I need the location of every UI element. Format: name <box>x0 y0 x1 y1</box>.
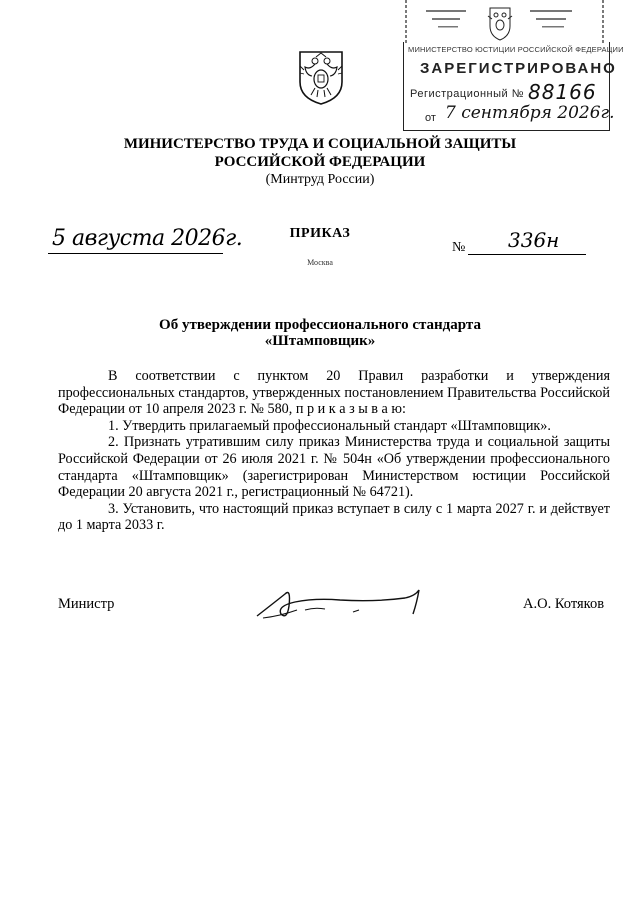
body-paragraph-item-1: 1. Утвердить прилагаемый профессиональный стандарт «Штамповщик». <box>108 417 551 434</box>
stamp-regno-value: 88166 <box>528 80 597 104</box>
order-body <box>58 368 610 534</box>
stamp-date-value: 7 сентября 2026г. <box>445 103 615 123</box>
stamp-seal-icon <box>398 0 610 45</box>
stamp-registered-text: ЗАРЕГИСТРИРОВАНО <box>420 60 617 77</box>
body-paragraph-item-2: 2. Признать утратившим силу приказ Министерства труда и социальной защиты Российской Федерации от 26 июля 2021 г. № 504н «Об утверждении профессионального стандарта «Штамповщик» (зарегистрирован Министерством юстиции Российской Федерации 20 августа 2021 г., регистрационный № 64721). <box>58 434 610 501</box>
number-sign: № <box>452 240 466 255</box>
ministry-name: МИНИСТЕРСТВО ТРУДА И СОЦИАЛЬНОЙ ЗАЩИТЫ <box>123 136 517 152</box>
stamp-date-label: от <box>425 112 436 124</box>
coat-of-arms-emblem <box>296 48 346 106</box>
signatory-title: Министр <box>58 596 115 612</box>
handwritten-signature <box>245 580 435 625</box>
body-paragraph-item-3: 3. Установить, что настоящий приказ вступает в силу с 1 марта 2027 г. и действует до 1 марта 2033 г. <box>58 500 610 534</box>
order-title: ПРИКАЗ <box>289 226 351 241</box>
ministry-short-name: (Минтруд России) <box>265 172 375 187</box>
stamp-ministry-text: МИНИСТЕРСТВО ЮСТИЦИИ РОССИЙСКОЙ ФЕДЕРАЦИИ <box>408 45 624 54</box>
order-date: 5 августа 2026г. <box>52 226 243 251</box>
number-underline <box>468 254 586 255</box>
body-paragraph-preamble: В соответствии с пунктом 20 Правил разработки и утверждения профессиональных стандартов, утвержденных постановлением Правительства Российской Федерации от 10 апреля 2023 г. № 580, п р и к а з ы в а ю: <box>58 368 610 418</box>
stamp-regno-label: Регистрационный № <box>410 88 525 100</box>
order-city: Москва <box>307 258 333 267</box>
ministry-name-line2: РОССИЙСКОЙ ФЕДЕРАЦИИ <box>214 154 426 170</box>
document-title: Об утверждении профессионального стандарта <box>159 317 481 333</box>
order-number: 336н <box>508 228 560 252</box>
document-title-line2: «Штамповщик» <box>264 333 376 349</box>
signatory-name: А.О. Котяков <box>523 596 605 612</box>
date-underline <box>48 253 223 254</box>
